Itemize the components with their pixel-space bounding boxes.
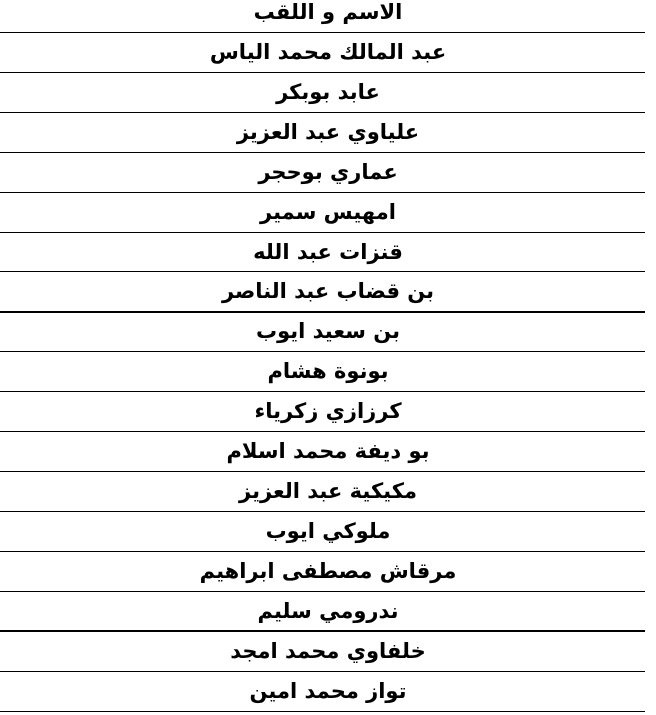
name-cell[interactable]: بو ديفة محمد اسلام: [226, 438, 430, 463]
table-row: [0, 72, 656, 112]
name-cell[interactable]: مكيكية عبد العزيز: [239, 478, 417, 503]
table-row: [0, 112, 656, 152]
name-cell[interactable]: عبد المالك محمد الياس: [209, 39, 447, 64]
name-cell[interactable]: خلفاوي محمد امجد: [230, 638, 426, 663]
table-header-row: [0, 0, 656, 32]
row-divider: [0, 711, 645, 712]
name-cell[interactable]: تواز محمد امين: [249, 678, 407, 703]
name-cell[interactable]: بونوة هشام: [267, 358, 389, 383]
name-cell[interactable]: كرزازي زكرياء: [254, 398, 402, 423]
table-row: [0, 511, 656, 551]
table-row: [0, 391, 656, 431]
table-row: [0, 631, 656, 671]
table-row: [0, 271, 656, 311]
table-row: [0, 431, 656, 471]
name-cell[interactable]: عابد بوبكر: [276, 79, 380, 104]
table-row: [0, 671, 656, 711]
name-cell[interactable]: بن قضاب عبد الناصر: [221, 278, 435, 303]
table-row: [0, 311, 656, 351]
name-cell[interactable]: عماري بوحجر: [258, 159, 398, 184]
table-row: [0, 152, 656, 192]
table-row: [0, 32, 656, 72]
name-cell[interactable]: قنزات عبد الله: [253, 239, 403, 264]
table-row: [0, 591, 656, 631]
name-cell[interactable]: ندرومي سليم: [257, 598, 399, 623]
table-row: [0, 192, 656, 232]
table-row: [0, 551, 656, 591]
header-cell[interactable]: الاسم و اللقب: [253, 0, 403, 24]
name-cell[interactable]: امهيس سمير: [260, 199, 396, 224]
table-row: [0, 232, 656, 272]
name-cell[interactable]: بن سعيد ايوب: [256, 318, 400, 343]
name-cell[interactable]: ملوكي ايوب: [265, 518, 391, 543]
table-row: [0, 471, 656, 511]
table-row: [0, 351, 656, 391]
name-cell[interactable]: مرقاش مصطفى ابراهيم: [199, 558, 457, 583]
name-cell[interactable]: علياوي عبد العزيز: [236, 119, 420, 144]
